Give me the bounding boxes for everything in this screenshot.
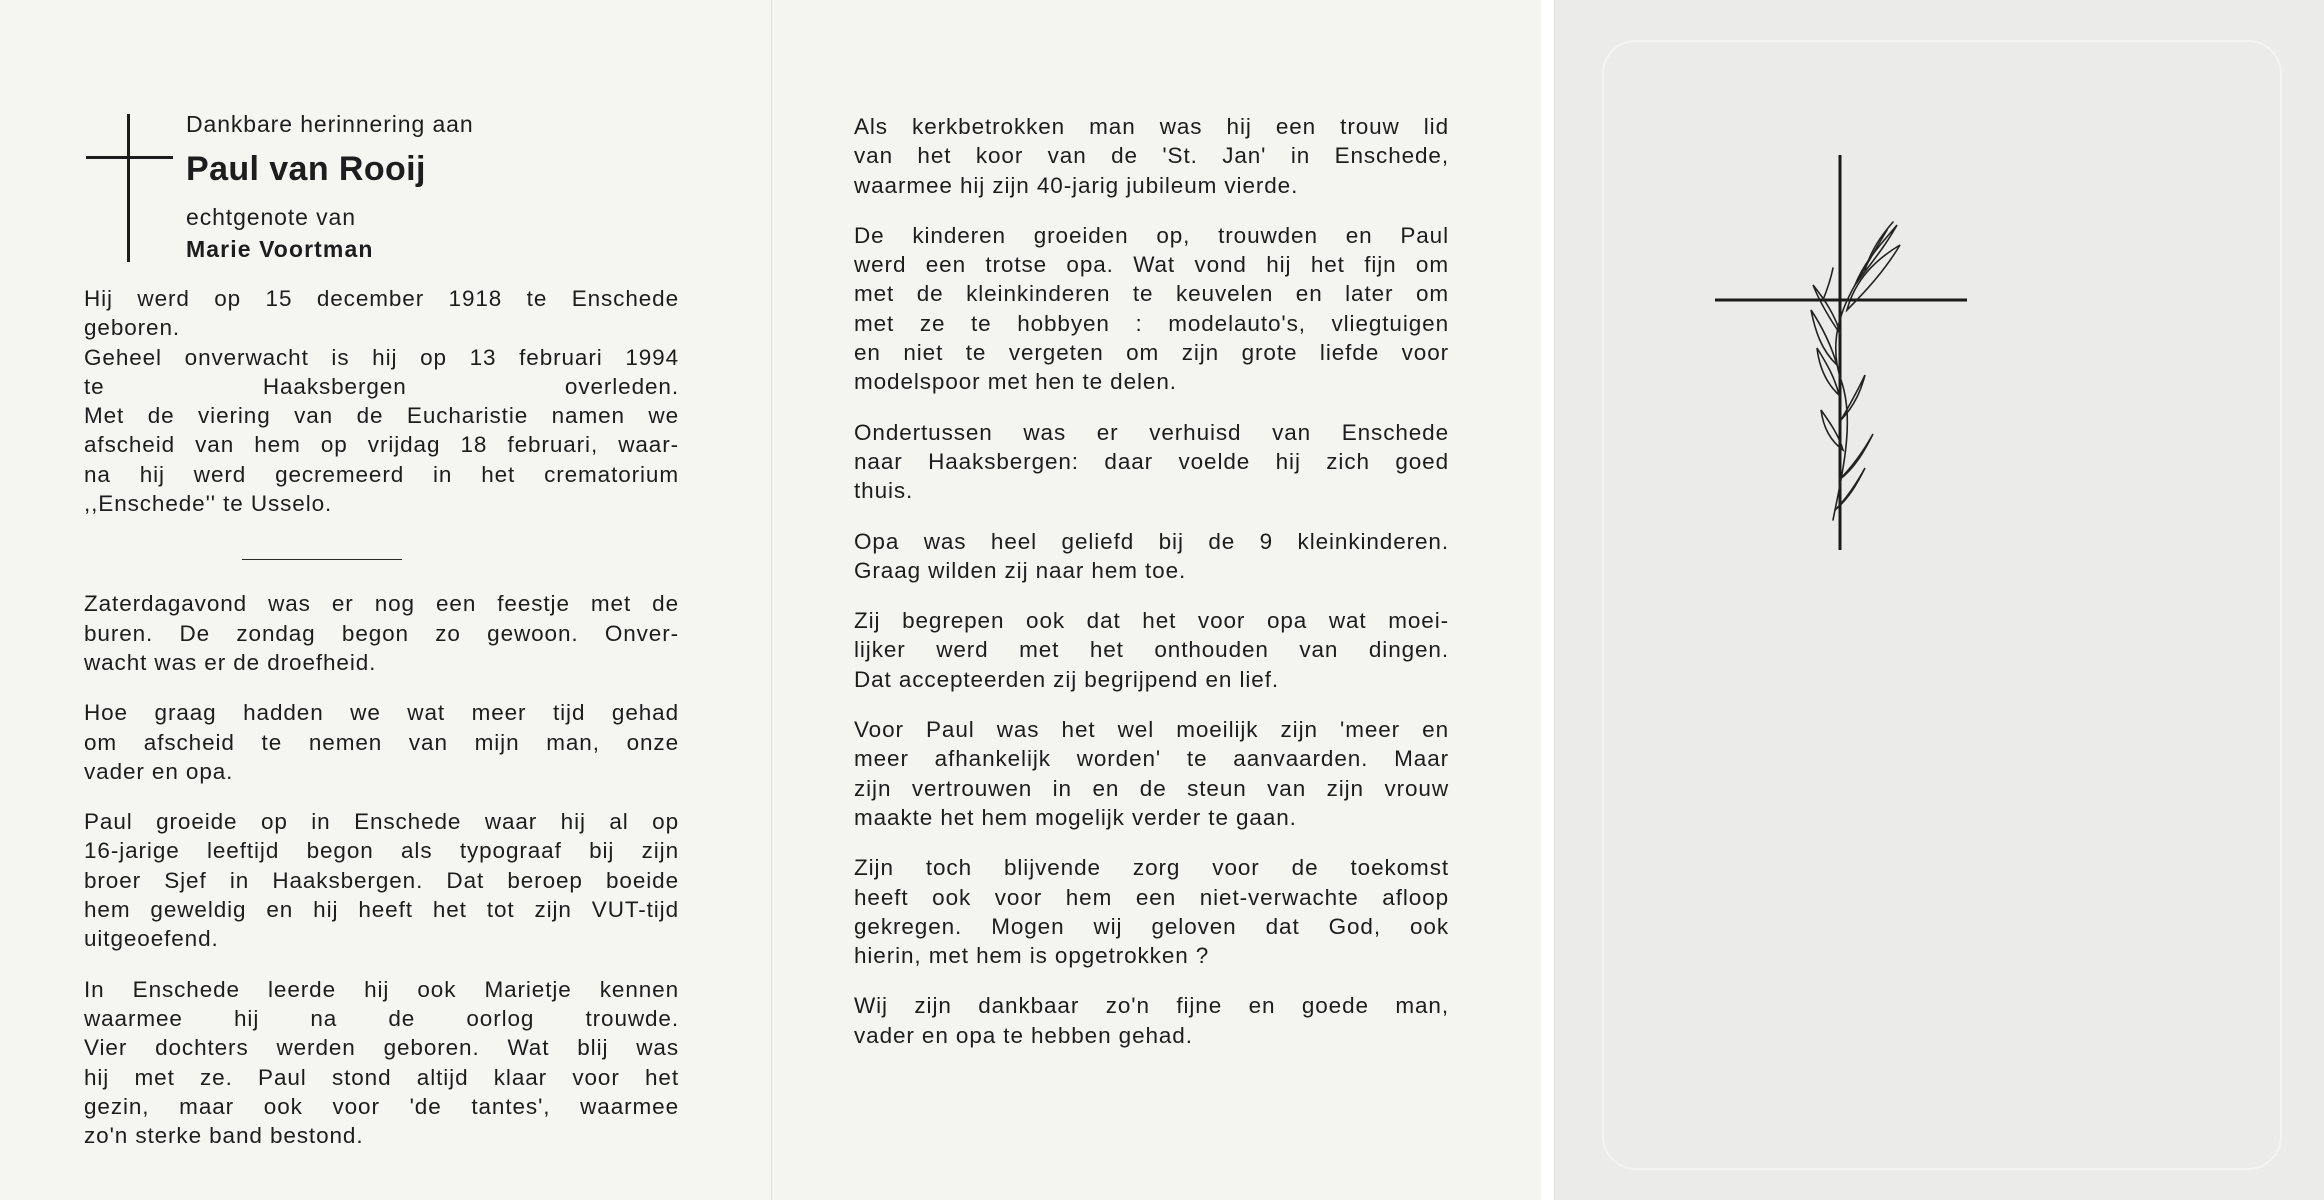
- text-line: van het koor van de 'St. Jan' in Enschede,: [854, 143, 1449, 169]
- left-paragraph: [84, 975, 679, 1151]
- text-line: Vier dochters werden geboren. Wat blij was: [84, 1035, 679, 1061]
- text-line: Als kerkbetrokken man was hij een trouw lid: [854, 114, 1449, 139]
- text-line: broer Sjef in Haaksbergen. Dat beroep boeide: [84, 867, 679, 893]
- text-line: Zijn toch blijvende zorg voor de toekomst: [854, 855, 1449, 881]
- card-middle-page: [771, 0, 1541, 1200]
- text-line: Hoe graag hadden we wat meer tijd gehad: [84, 700, 679, 726]
- text-line: heeft ook voor hem een niet-verwachte afloop: [854, 884, 1449, 910]
- spouse-name: Marie Voortman: [186, 236, 374, 262]
- text-line: 16-jarige leeftijd begon als typograaf bij zijn: [84, 838, 679, 864]
- text-line: buren. De zondag begon zo gewoon. Onver-: [84, 620, 679, 646]
- cross-with-olive-branch-icon: [1715, 150, 1975, 560]
- text-line: zo'n sterke band bestond.: [84, 1123, 364, 1149]
- text-line: vader en opa.: [84, 758, 234, 784]
- text-line: afscheid van hem op vrijdag 18 februari, waar-: [84, 432, 679, 458]
- text-line: Zij begrepen ook dat het voor opa wat moei-: [854, 608, 1449, 634]
- text-line: Ondertussen was er verhuisd van Enschede: [854, 419, 1449, 445]
- deceased-name: Paul van Rooij: [186, 150, 426, 188]
- text-line: met de kleinkinderen te keuvelen en later om: [854, 281, 1449, 307]
- text-line: De kinderen groeiden op, trouwden en Paul: [854, 222, 1449, 248]
- divider-line: [242, 559, 402, 560]
- text-line: geboren.: [84, 315, 181, 341]
- text-line: om afscheid te nemen van mijn man, onze: [84, 729, 679, 755]
- middle-paragraph: [854, 606, 1449, 694]
- cross-icon-bar: [86, 156, 173, 159]
- middle-paragraph: [854, 112, 1449, 200]
- text-line: Graag wilden zij naar hem toe.: [854, 557, 1187, 583]
- left-paragraph: [84, 589, 679, 677]
- middle-paragraph: [854, 853, 1449, 970]
- header-intro: Dankbare herinnering aan: [186, 111, 474, 137]
- middle-paragraph: [854, 418, 1449, 506]
- text-line: Met de viering van de Eucharistie namen we: [84, 403, 679, 429]
- left-paragraph: [84, 698, 679, 786]
- middle-paragraph: [854, 715, 1449, 832]
- left-text-column: [84, 284, 679, 1171]
- header-relation: echtgenote van: [186, 204, 356, 230]
- middle-paragraph: [854, 991, 1449, 1050]
- middle-paragraph: [854, 527, 1449, 586]
- text-line: naar Haaksbergen: daar voelde hij zich goed: [854, 448, 1449, 474]
- text-line: hij met ze. Paul stond altijd klaar voor het: [84, 1064, 679, 1090]
- text-line: waarmee hij na de oorlog trouwde.: [84, 1005, 679, 1031]
- text-line: waarmee hij zijn 40-jarig jubileum vierde.: [854, 172, 1299, 198]
- cross-icon: [127, 114, 130, 262]
- divider-wrap: [84, 539, 679, 589]
- text-line: Hij werd op 15 december 1918 te Enschede: [84, 286, 679, 311]
- text-line: vader en opa te hebben gehad.: [854, 1022, 1193, 1048]
- text-line: meer afhankelijk worden' te aanvaarden. Maar: [854, 746, 1449, 772]
- text-line: Zaterdagavond was er nog een feestje met de: [84, 591, 679, 617]
- text-line: hierin, met hem is opgetrokken ?: [854, 943, 1210, 969]
- text-line: en niet te vergeten om zijn grote liefde voor: [854, 340, 1449, 366]
- text-line: te Haaksbergen overleden.: [84, 373, 679, 399]
- text-line: met ze te hobbyen : modelauto's, vliegtuigen: [854, 310, 1449, 336]
- text-line: ,,Enschede'' te Usselo.: [84, 491, 333, 517]
- text-line: gezin, maar ook voor 'de tantes', waarmee: [84, 1093, 679, 1119]
- middle-paragraph: [854, 221, 1449, 397]
- left-paragraph: [84, 284, 679, 518]
- text-line: Dat accepteerden zij begrijpend en lief.: [854, 666, 1279, 692]
- text-line: Opa was heel geliefd bij de 9 kleinkinderen.: [854, 528, 1449, 554]
- page-gap: [1541, 0, 1554, 1200]
- text-line: wacht was er de droefheid.: [84, 649, 377, 675]
- card-cover: [1554, 0, 2324, 1200]
- text-line: gekregen. Mogen wij geloven dat God, ook: [854, 913, 1449, 939]
- text-line: hem geweldig en hij heeft het tot zijn VUT-tijd: [84, 897, 679, 923]
- left-paragraph: [84, 807, 679, 953]
- text-line: Geheel onverwacht is hij op 13 februari 1994: [84, 344, 679, 370]
- middle-text-column: [854, 112, 1449, 1071]
- text-line: modelspoor met hen te delen.: [854, 369, 1177, 395]
- text-line: lijker werd met het onthouden van dingen.: [854, 637, 1449, 663]
- text-line: Voor Paul was het wel moeilijk zijn 'meer en: [854, 717, 1449, 743]
- text-line: zijn vertrouwen in en de steun van zijn vrouw: [854, 775, 1449, 801]
- text-line: werd een trotse opa. Wat vond hij het fijn om: [854, 252, 1449, 278]
- text-line: Paul groeide op in Enschede waar hij al op: [84, 809, 679, 835]
- text-line: uitgeoefend.: [84, 926, 219, 952]
- text-line: thuis.: [854, 478, 914, 504]
- text-line: In Enschede leerde hij ook Marietje kennen: [84, 976, 679, 1002]
- card-left-page: [0, 0, 771, 1200]
- text-line: maakte het hem mogelijk verder te gaan.: [854, 804, 1297, 830]
- text-line: Wij zijn dankbaar zo'n fijne en goede man,: [854, 993, 1449, 1019]
- text-line: na hij werd gecremeerd in het crematorium: [84, 461, 679, 487]
